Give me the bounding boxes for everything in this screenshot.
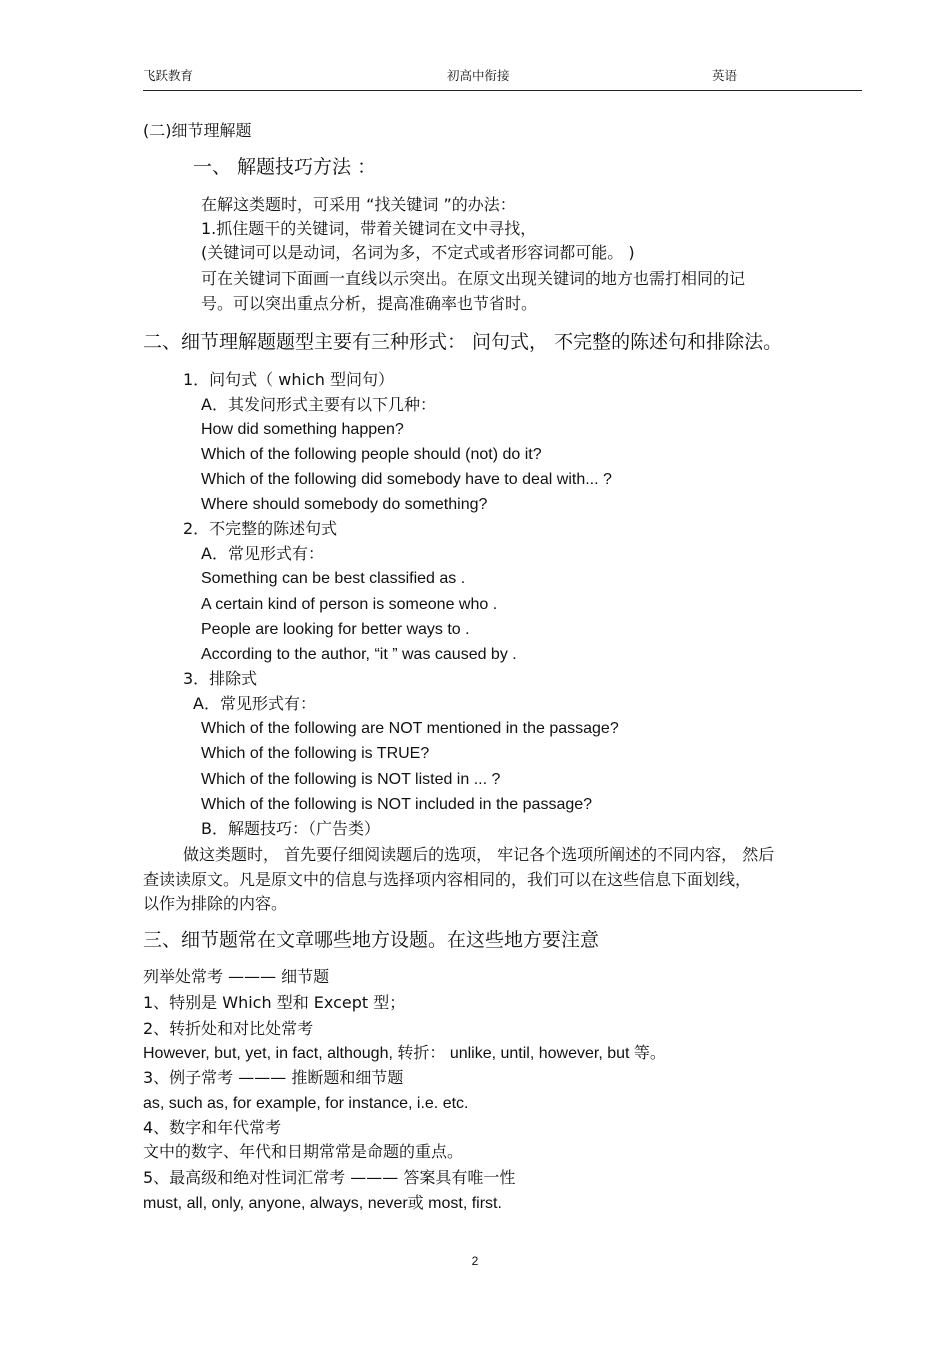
list-item: A．常见形式有： (193, 694, 316, 713)
list-item: 1．问句式（ which 型问句） (183, 370, 394, 389)
list-item: 2．不完整的陈述句式 (183, 519, 338, 538)
list-item: 3．排除式 (183, 669, 258, 688)
section-heading: 二、细节理解题题型主要有三种形式： 问句式， 不完整的陈述句和排除法。 (143, 331, 783, 353)
example-line: According to the author, “it ” was caused by . (201, 646, 517, 663)
paragraph-line: 查读读原文。凡是原文中的信息与选择项内容相同的，我们可以在这些信息下面划线， (143, 870, 752, 889)
section-heading: 三、细节题常在文章哪些地方设题。在这些地方要注意 (143, 929, 600, 951)
page-number: 2 (471, 1254, 479, 1268)
example-line: A certain kind of person is someone who . (201, 596, 498, 613)
example-line: Where should somebody do something? (201, 496, 488, 513)
example-line: Which of the following people should (not) do it? (201, 446, 542, 463)
paragraph-line: 以作为排除的内容。 (143, 894, 288, 913)
paragraph-line: 可在关键词下面画一直线以示突出。在原文出现关键词的地方也需打相同的记 (201, 269, 746, 288)
list-item: A．常见形式有： (201, 544, 324, 563)
section-heading: (二)细节理解题 (143, 121, 252, 140)
example-line: must, all, only, anyone, always, never或 most, first. (143, 1195, 502, 1212)
example-line: How did something happen? (201, 421, 404, 438)
example-line: Which of the following is NOT included in the passage? (201, 796, 593, 813)
example-line: People are looking for better ways to . (201, 621, 470, 638)
header-divider (143, 90, 862, 91)
header-center: 初高中衔接 (447, 68, 510, 83)
paragraph-line: 做这类题时， 首先要仔细阅读题后的选项， 牢记各个选项所阐述的不同内容， 然后 (183, 845, 775, 864)
example-line: Something can be best classified as . (201, 570, 466, 587)
list-item: 5、最高级和绝对性词汇常考 ——— 答案具有唯一性 (143, 1168, 516, 1187)
header-left: 飞跃教育 (143, 68, 194, 83)
example-line: as, such as, for example, for instance, i.e. etc. (143, 1095, 469, 1112)
list-item: A．其发问形式主要有以下几种： (201, 395, 436, 414)
paragraph-line: 在解这类题时，可采用 “找关键词 ”的办法： (201, 195, 516, 214)
list-item: B．解题技巧：（广告类） (201, 819, 380, 838)
header-right: 英语 (712, 68, 738, 83)
example-line: Which of the following did somebody have to deal with... ? (201, 471, 612, 488)
example-line: However, but, yet, in fact, although, 转折： unlike, until, however, but 等。 (143, 1045, 666, 1062)
paragraph-line: 文中的数字、年代和日期常常是命题的重点。 (143, 1142, 464, 1161)
list-item: 3、例子常考 ——— 推断题和细节题 (143, 1068, 404, 1087)
list-item: 1、特别是 Which 型和 Except 型； (143, 993, 406, 1012)
paragraph-line: 号。可以突出重点分析，提高准确率也节省时。 (201, 294, 538, 313)
paragraph-line: 1.抓住题干的关键词，带着关键词在文中寻找， (201, 219, 537, 238)
subsection-heading: 一、 解题技巧方法 ： (193, 156, 377, 178)
paragraph-line: 列举处常考 ——— 细节题 (143, 967, 330, 986)
example-line: Which of the following are NOT mentioned in the passage? (201, 720, 619, 737)
example-line: Which of the following is NOT listed in ... ? (201, 771, 501, 788)
paragraph-line: (关键词可以是动词，名词为多，不定式或者形容词都可能。 ) (201, 243, 635, 262)
list-item: 2、转折处和对比处常考 (143, 1019, 314, 1038)
example-line: Which of the following is TRUE? (201, 745, 430, 762)
list-item: 4、数字和年代常考 (143, 1118, 282, 1137)
